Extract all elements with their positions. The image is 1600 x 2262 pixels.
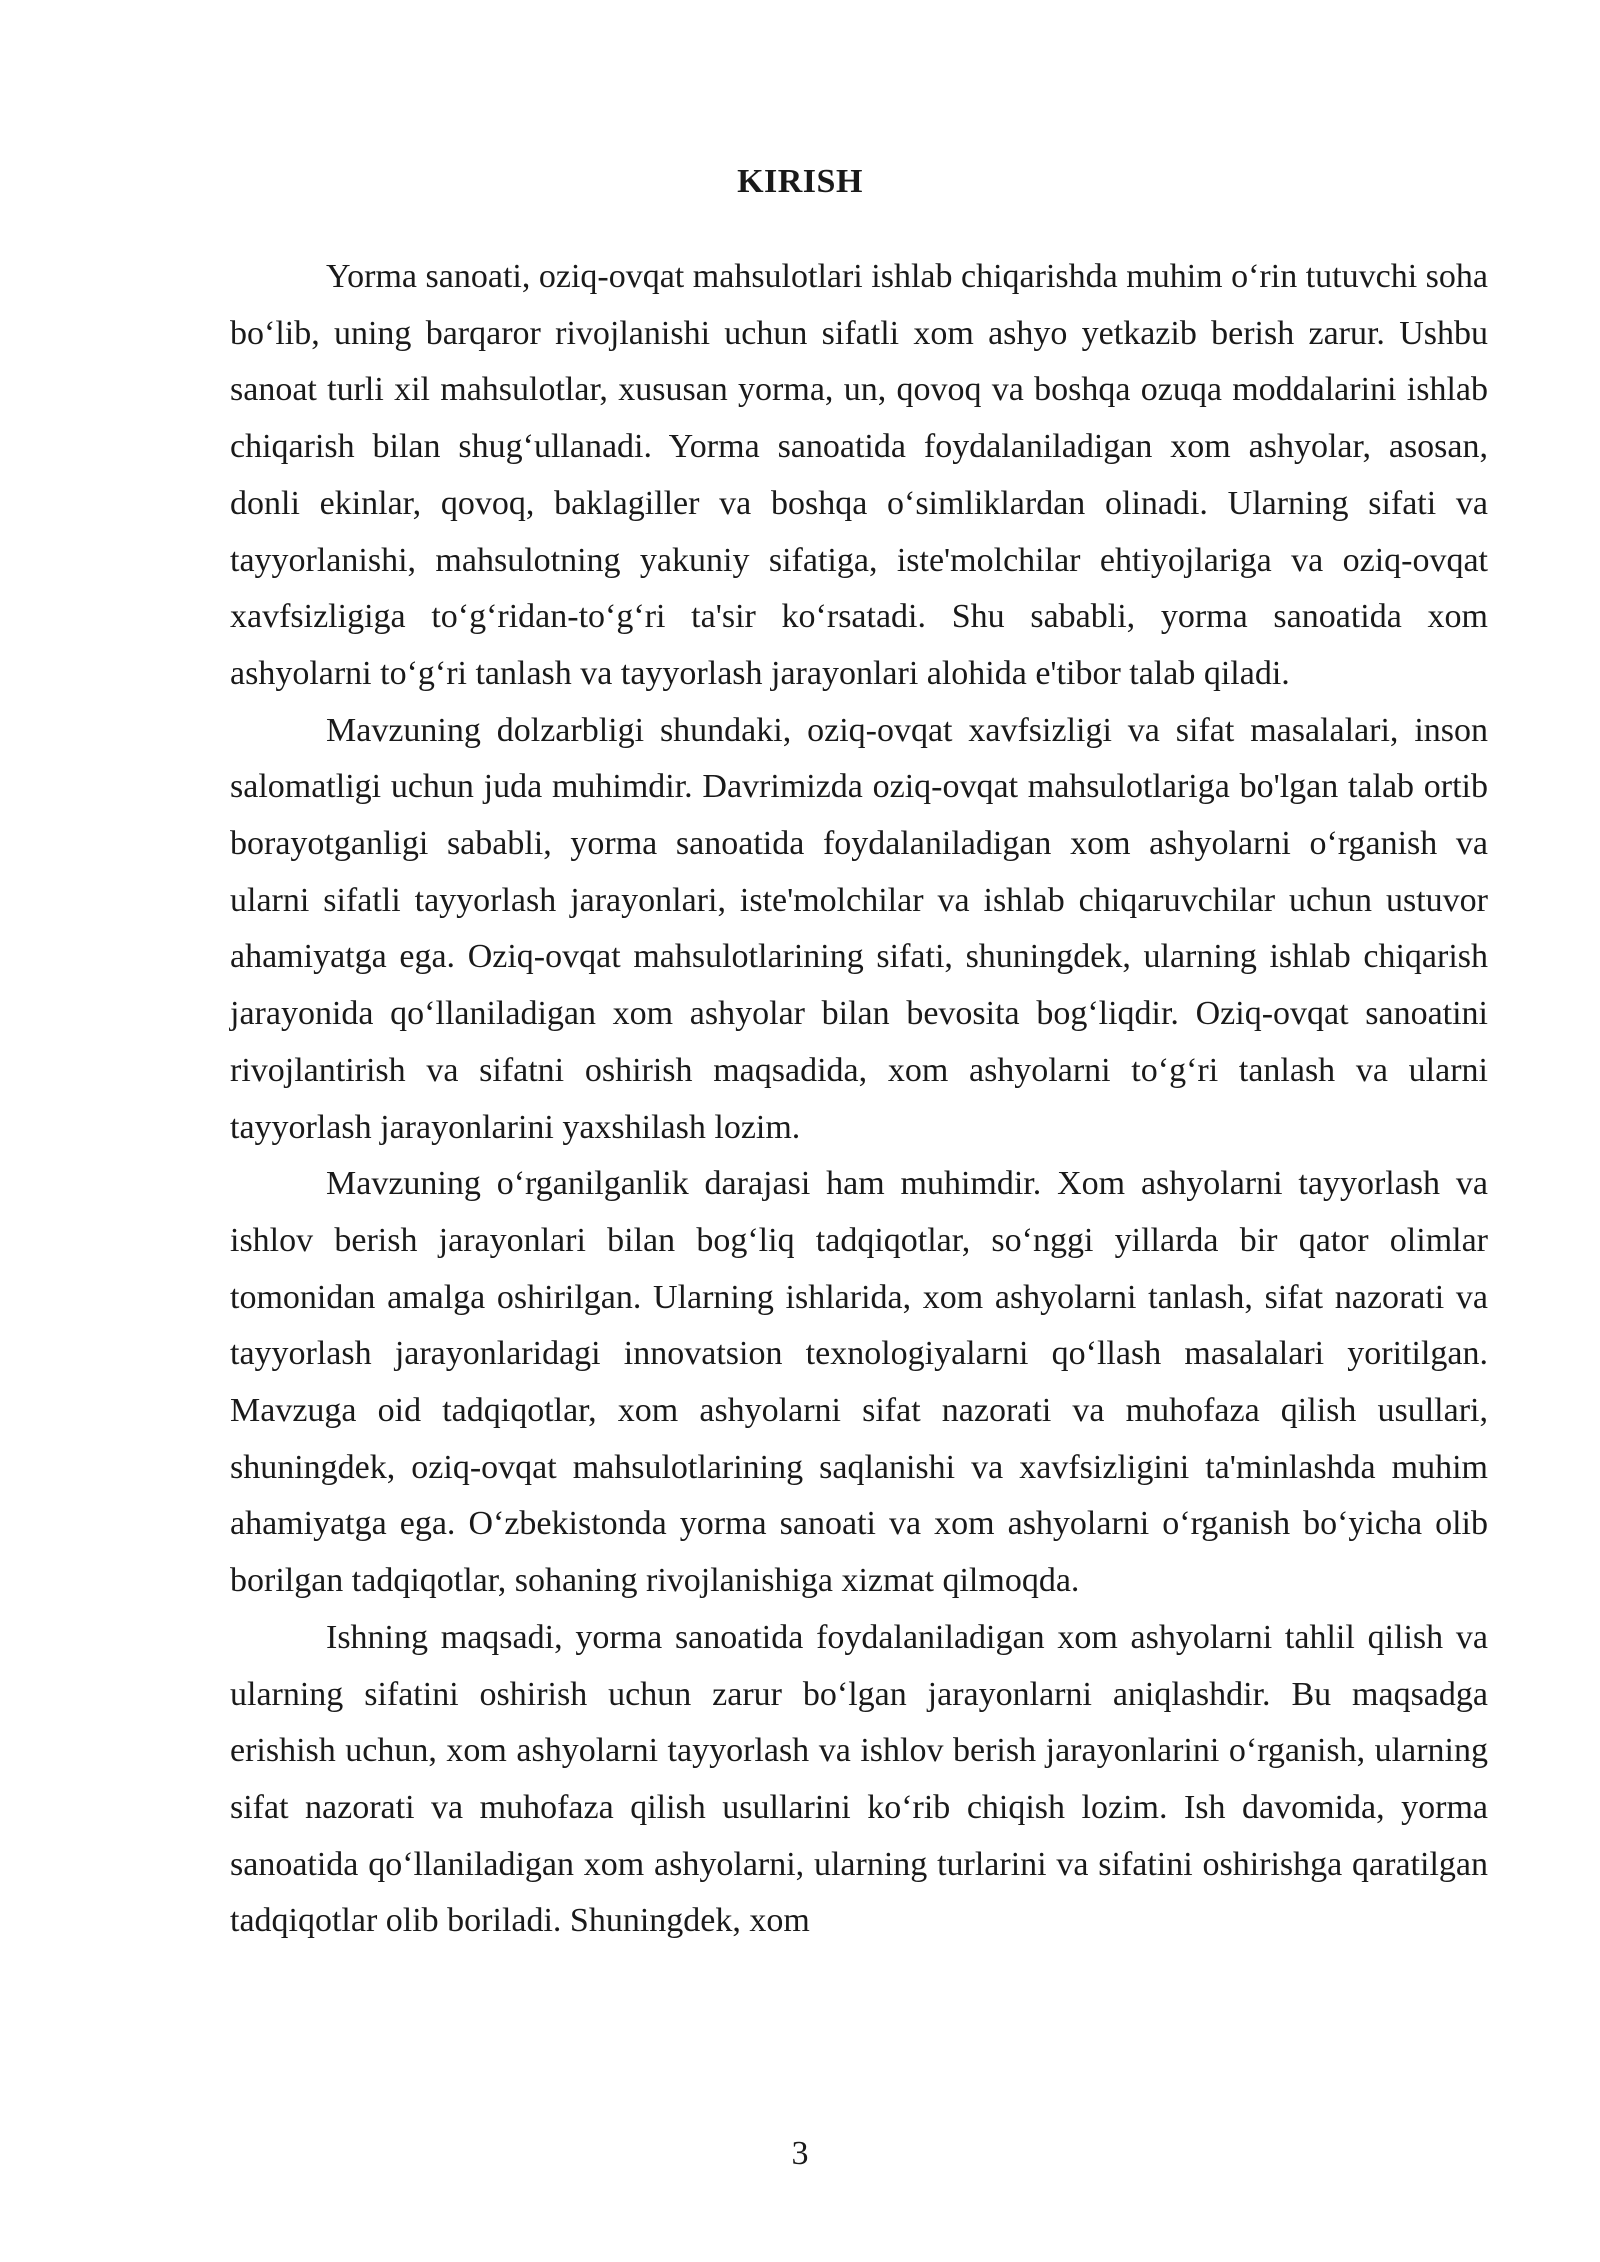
paragraph-study-level: Mavzuning o‘rganilganlik darajasi ham muhimdir. Xom ashyolarni tayyorlash va ishlov berish jarayonlari bilan bog‘liq tadqiqotlar, so‘nggi yillarda bir qator olimlar tomonidan amalga oshirilgan. Ularning ishlarida, xom ashyolarni tanlash, sifat nazorati va tayyorlash jarayonlaridagi innovatsion texnologiyalarni qo‘llash masalalari yoritilgan. Mavzuga oid tadqiqotlar, xom ashyolarni sifat nazorati va muhofaza qilish usullari, shuningdek, oziq-ovqat mahsulotlarining saqlanishi va xavfsizligini ta'minlashda muhim ahamiyatga ega. O‘zbekistonda yorma sanoati va xom ashyolarni o‘rganish bo‘yicha olib borilgan tadqiqotlar, sohaning rivojlanishiga xizmat qilmoqda. — [230, 1165, 1488, 1600]
page-number: 3 — [791, 2135, 809, 2172]
page-title: KIRISH — [737, 163, 863, 200]
paragraph-relevance: Mavzuning dolzarbligi shundaki, oziq-ovqat xavfsizligi va sifat masalalari, inson salomatligi uchun juda muhimdir. Davrimizda oziq-ovqat mahsulotlariga bo'lgan talab ortib borayotganligi sababli, yorma sanoatida foydalaniladigan xom ashyolarni o‘rganish va ularni sifatli tayyorlash jarayonlari, iste'molchilar va ishlab chiqaruvchilar uchun ustuvor ahamiyatga ega. Oziq-ovqat mahsulotlarining sifati, shuningdek, ularning ishlab chiqarish jarayonida qo‘llaniladigan xom ashyolar bilan bevosita bog‘liqdir. Oziq-ovqat sanoatini rivojlantirish va sifatni oshirish maqsadida, xom ashyolarni to‘g‘ri tanlash va ularni tayyorlash jarayonlarini yaxshilash lozim. — [230, 711, 1488, 1146]
paragraph-introduction: Yorma sanoati, oziq-ovqat mahsulotlari ishlab chiqarishda muhim o‘rin tutuvchi soha bo‘lib, uning barqaror rivojlanishi uchun sifatli xom ashyo yetkazib berish zarur. Ushbu sanoat turli xil mahsulotlar, xususan yorma, un, qovoq va boshqa ozuqa moddalarini ishlab chiqarish bilan shug‘ullanadi. Yorma sanoatida foydalaniladigan xom ashyolar, asosan, donli ekinlar, qovoq, baklagiller va boshqa o‘simliklardan olinadi. Ularning sifati va tayyorlanishi, mahsulotning yakuniy sifatiga, iste'molchilar ehtiyojlariga va oziq-ovqat xavfsizligiga to‘g‘ridan-to‘g‘ri ta'sir ko‘rsatadi. Shu sababli, yorma sanoatida xom ashyolarni to‘g‘ri tanlash va tayyorlash jarayonlari alohida e'tibor talab qiladi. — [230, 258, 1488, 692]
paragraph-goal: Ishning maqsadi, yorma sanoatida foydalaniladigan xom ashyolarni tahlil qilish va ularning sifatini oshirish uchun zarur bo‘lgan jarayonlarni aniqlashdir. Bu maqsadga erishish uchun, xom ashyolarni tayyorlash va ishlov berish jarayonlarini o‘rganish, ularning sifat nazorati va muhofaza qilish usullarini ko‘rib chiqish lozim. Ish davomida, yorma sanoatida qo‘llaniladigan xom ashyolarni, ularning turlarini va sifatini oshirishga qaratilgan tadqiqotlar olib boriladi. Shuningdek, xom — [230, 1618, 1488, 1940]
document-body — [230, 249, 1488, 1950]
